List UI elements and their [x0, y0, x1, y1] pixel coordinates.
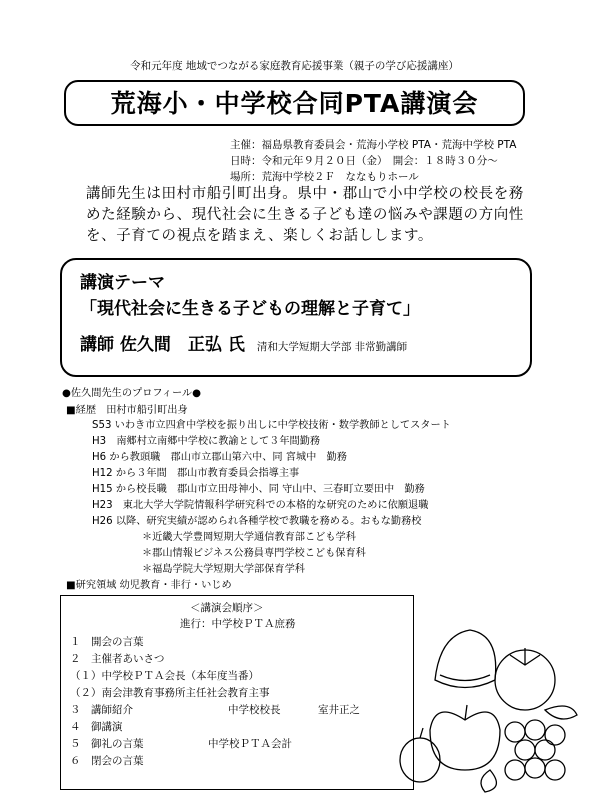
page-title: 荒海小・中学校合同PTA講演会 — [110, 89, 479, 118]
order-item: （１）中学校ＰＴＡ会長（本年度当番） — [70, 670, 259, 682]
theme-text: 「現代社会に生きる子どもの理解と子育て」 — [80, 299, 420, 319]
order-item: ４ 御講演 — [70, 721, 123, 733]
intro-by-name: 室井正之 — [318, 704, 360, 716]
research-area: ■研究領域 幼児教育・非行・いじめ — [66, 580, 232, 591]
career-item: H3 南郷村立南郷中学校に教諭として３年間勤務 — [92, 436, 321, 447]
order-item: ６ 閉会の言葉 — [70, 755, 144, 767]
order-item: ２ 主催者あいさつ — [70, 653, 165, 665]
thanks-by-role: 中学校ＰＴＡ会計 — [208, 738, 292, 750]
order-moderator: 進行：中学校ＰＴＡ庶務 — [180, 618, 296, 630]
order-heading: ＜講演会順序＞ — [190, 602, 264, 614]
profile-heading: ●佐久間先生のプロフィール● — [62, 388, 202, 399]
order-item: １ 開会の言葉 — [70, 636, 144, 648]
workplace-item: ＊郡山情報ビジネス公務員専門学校こども保育科 — [142, 548, 366, 559]
lecturer-name: 講師 佐久間 正弘 氏 — [80, 335, 245, 355]
order-item: ３ 講師紹介 — [70, 704, 133, 716]
career-item: H12 から３年間 郡山市教育委員会指導主事 — [92, 468, 300, 479]
order-item: （２）南会津教育事務所主任社会教育主事 — [70, 687, 270, 699]
intro-paragraph: 講師先生は田村市船引町出身。県中・郡山で小中学校の校長を務めた経験から、現代社会に生きる子ども達の悩みや課題の方向性を、子育ての視点を踏まえ、楽しくお話しします。 — [86, 186, 524, 244]
intro-by-role: 中学校校長 — [228, 704, 281, 716]
lecturer-affiliation: 清和大学短期大学部 非常勤講師 — [256, 341, 408, 353]
career-item: H23 東北大学大学院情報科学研究科での本格的な研究のために依願退職 — [92, 500, 429, 511]
fruit-illustration — [395, 620, 585, 795]
workplace-item: ＊福島学院大学短期大学部保育学科 — [142, 564, 305, 575]
career-item: H6 から教頭職 郡山市立郡山第六中、同 宮城中 勤務 — [92, 452, 347, 463]
event-subtitle: 令和元年度 地域でつながる家庭教育応援事業（親子の学び応援講座） — [130, 60, 459, 72]
career-item: S53 いわき市立四倉中学校を振り出しに中学校技術・数学教師としてスタート — [92, 420, 451, 431]
career-item: H26 以降、研究実績が認められ各種学校で教職を務める。おもな勤務校 — [92, 516, 422, 527]
career-item: H15 から校長職 郡山市立田母神小、同 守山中、三春町立要田中 勤務 — [92, 484, 425, 495]
place-line: 場所：荒海中学校２Ｆ ななもりホール — [230, 171, 419, 183]
theme-heading: 講演テーマ — [80, 273, 165, 293]
order-item: ５ 御礼の言葉 — [70, 738, 144, 750]
host-line: 主催：福島県教育委員会・荒海小学校 PTA・荒海中学校 PTA — [230, 139, 517, 151]
workplace-item: ＊近畿大学豊岡短期大学通信教育部こども学科 — [142, 532, 356, 543]
career-heading: ■経歴 田村市船引町出身 — [66, 405, 188, 416]
lecturer-line — [80, 330, 407, 355]
datetime-line: 日時：令和元年９月２０日（金） 開会：１８時３０分～ — [230, 155, 498, 167]
